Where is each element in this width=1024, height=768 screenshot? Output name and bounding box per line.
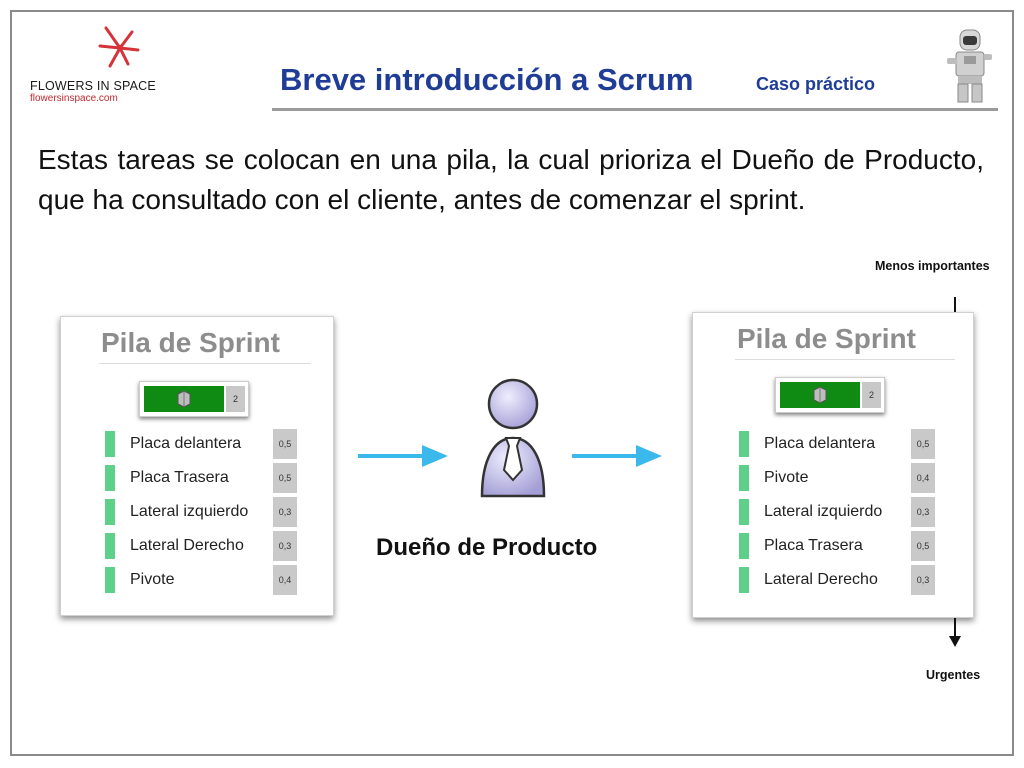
list-item <box>739 499 951 525</box>
item-label: Placa Trasera <box>130 469 229 486</box>
lego-brick <box>139 381 249 417</box>
item-estimate: 0,3 <box>273 531 297 561</box>
sprint-backlog-card-right <box>692 312 974 618</box>
item-marker <box>739 533 749 559</box>
item-estimate: 0,3 <box>911 497 935 527</box>
list-item <box>739 465 951 491</box>
item-marker <box>105 465 115 491</box>
item-estimate: 0,5 <box>273 429 297 459</box>
item-label: Placa delantera <box>130 435 242 452</box>
item-marker <box>105 499 115 525</box>
item-label: Placa delantera <box>764 435 876 452</box>
card-title-divider <box>735 359 955 360</box>
body-paragraph: Estas tareas se colocan en una pila, la cual prioriza el Dueño de Producto, que ha consultado con el cliente, antes de comenzar el sprint. <box>38 144 984 215</box>
list-item <box>105 431 317 457</box>
item-marker <box>739 567 749 593</box>
item-label: Lateral izquierdo <box>764 503 883 520</box>
logo-url: flowersinspace.com <box>30 93 118 104</box>
flow-arrow-right <box>572 454 638 458</box>
sprint-backlog-card-left <box>60 316 334 616</box>
list-item <box>105 567 317 593</box>
astronaut-minifigure-icon <box>944 28 996 104</box>
card-title: Pila de Sprint <box>737 323 916 354</box>
item-marker <box>739 431 749 457</box>
list-item <box>105 499 317 525</box>
item-marker <box>105 431 115 457</box>
lego-brick <box>775 377 885 413</box>
item-estimate: 0,5 <box>911 429 935 459</box>
item-marker <box>739 465 749 491</box>
header-divider <box>272 108 998 111</box>
logo-text: FLOWERS IN SPACE <box>30 79 156 93</box>
item-marker <box>105 567 115 593</box>
list-item <box>105 465 317 491</box>
list-item <box>739 533 951 559</box>
brick-value: 2 <box>862 382 881 408</box>
card-title-divider <box>99 363 311 364</box>
brick-value: 2 <box>226 386 245 412</box>
item-label: Lateral Derecho <box>764 571 878 588</box>
product-owner-person-icon <box>476 376 550 500</box>
item-label: Pivote <box>764 469 809 486</box>
card-title: Pila de Sprint <box>101 327 280 358</box>
priority-top-label: Menos importantes <box>875 259 990 273</box>
priority-arrow-icon <box>949 636 961 647</box>
priority-bottom-label: Urgentes <box>926 668 981 682</box>
item-estimate: 0,4 <box>273 565 297 595</box>
slide-title: Breve introducción a Scrum <box>280 62 694 97</box>
item-marker <box>105 533 115 559</box>
brick-piece-icon <box>144 386 224 412</box>
list-item <box>739 567 951 593</box>
item-label: Placa Trasera <box>764 537 863 554</box>
item-label: Lateral Derecho <box>130 537 244 554</box>
item-estimate: 0,5 <box>911 531 935 561</box>
arrow-head-icon <box>636 445 662 467</box>
flow-arrow-left <box>358 454 424 458</box>
item-estimate: 0,3 <box>911 565 935 595</box>
item-estimate: 0,5 <box>273 463 297 493</box>
arrow-head-icon <box>422 445 448 467</box>
item-estimate: 0,3 <box>273 497 297 527</box>
list-item <box>739 431 951 457</box>
slide-subtitle: Caso práctico <box>756 74 876 94</box>
brick-piece-icon <box>780 382 860 408</box>
brick-green-area <box>780 382 860 408</box>
item-marker <box>739 499 749 525</box>
item-label: Lateral izquierdo <box>130 503 249 520</box>
item-estimate: 0,4 <box>911 463 935 493</box>
brick-green-area <box>144 386 224 412</box>
product-owner-label: Dueño de Producto <box>376 534 598 561</box>
list-item <box>105 533 317 559</box>
item-label: Pivote <box>130 571 175 588</box>
